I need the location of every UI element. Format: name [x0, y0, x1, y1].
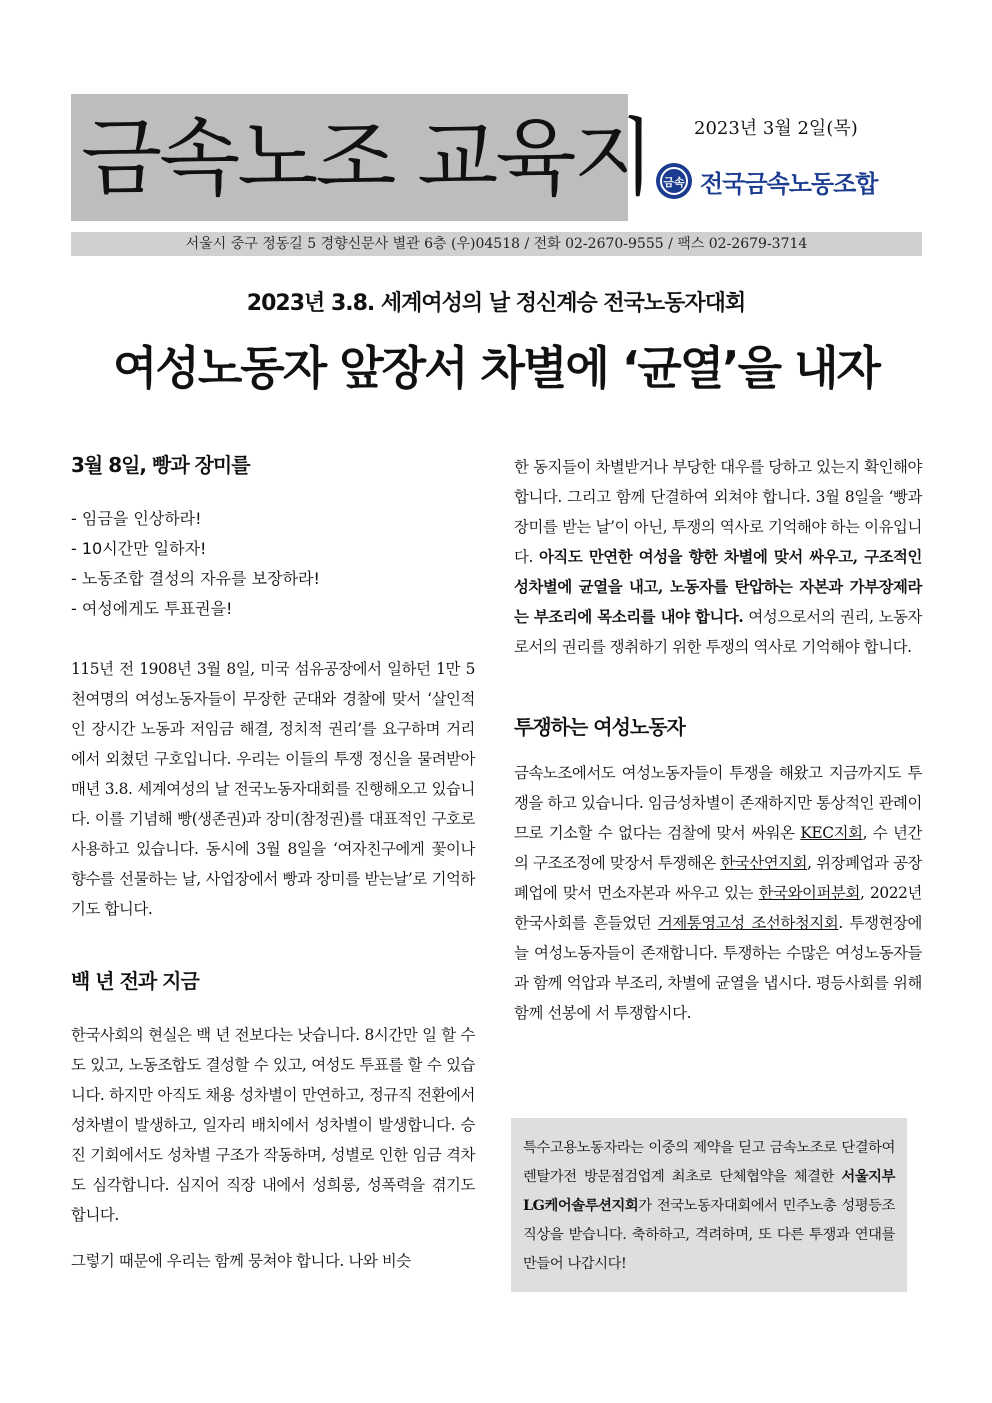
unity-paragraph: 그렇기 때문에 우리는 함께 뭉쳐야 합니다. 나와 비슷 [71, 1252, 411, 1270]
continuation-paragraph [514, 452, 922, 662]
branch-sanyeon: 한국산연지회 [720, 854, 808, 872]
struggle-text: , 2022년 한국사회를 흔들었던 [514, 884, 922, 932]
struggle-paragraph [514, 758, 922, 1028]
branch-kec: KEC지회 [800, 824, 863, 842]
notice-text-end: 가 전국노동자대회에서 민주노총 성평등조직상을 받습니다. 축하하고, 격려하며, 또 다른 투쟁과 연대를 만들어 나갑시다! [523, 1198, 895, 1272]
award-notice-box [511, 1118, 907, 1292]
continuation-text: 한 동지들이 차별받거나 부당한 대우를 당하고 있는지 확인해야 합니다. 그리고 함께 단결하여 외쳐야 합니다. 3월 8일을 ‘빵과 장미를 받는 날’이 아닌, 투쟁의 역사로 기억해야 하는 이유입니다. [514, 458, 922, 566]
slogan-item: - 10시간만 일하자! [71, 539, 207, 558]
org-branding [654, 160, 877, 202]
branch-wiper: 한국와이퍼분회 [758, 884, 860, 902]
emphasis-text: 아직도 만연한 여성을 향한 차별에 맞서 싸우고, 구조적인 성차별에 균열을 내고, 노동자를 탄압하는 자본과 가부장제라는 부조리에 목소리를 내야 합니다. [514, 548, 922, 626]
notice-text: 특수고용노동자라는 이중의 제약을 딛고 금속노조로 단결하여 렌탈가전 방문점검업계 최초로 단체협약을 체결한 [523, 1140, 895, 1185]
notice-branch-name: 서울지부 LG케어솔루션지회 [523, 1169, 895, 1214]
left-column [71, 450, 475, 1276]
struggle-text: , 위장폐업과 공장폐업에 맞서 먼소자본과 싸우고 있는 [514, 854, 923, 902]
slogan-item: - 임금을 인상하라! [71, 509, 202, 528]
right-column [514, 452, 922, 1028]
section-title-fighting-women: 투쟁하는 여성노동자 [514, 715, 685, 739]
headline: 여성노동자 앞장서 차별에 ‘균열’을 내자 [113, 341, 879, 395]
slogan-item: - 노동조합 결성의 자유를 보장하라! [71, 569, 320, 588]
address-bar: 서울시 중구 정동길 5 경향신문사 별관 6층 (우)04518 / 전화 02-2670-9555 / 팩스 02-2679-3714 [71, 232, 922, 256]
continuation-end-text: 여성으로서의 권리, 노동자로서의 권리를 쟁취하기 위한 투쟁의 역사로 기억해야 합니다. [514, 608, 922, 656]
masthead-banner [71, 94, 652, 221]
struggle-text: . 투쟁현장에 늘 여성노동자들이 존재합니다. 투쟁하는 수많은 여성노동자들과 함께 억압과 부조리, 차별에 균열을 냅시다. 평등사회를 위해 함께 선봉에 서 투쟁합시다. [514, 914, 922, 1022]
slogan-item: - 여성에게도 투표권을! [71, 599, 233, 618]
issue-date: 2023년 3월 2일(목) [694, 118, 858, 139]
branch-shipyard: 거제통영고성 조선하청지회 [657, 914, 839, 932]
union-logo-icon [654, 161, 694, 201]
slogan-list [71, 504, 475, 624]
union-logo-text: 금속 [663, 176, 685, 189]
section-title-then-and-now: 백 년 전과 지금 [71, 969, 199, 993]
subheadline: 2023년 3.8. 세계여성의 날 정신계승 전국노동자대회 [246, 291, 746, 316]
present-paragraph: 한국사회의 현실은 백 년 전보다는 낫습니다. 8시간만 일 할 수도 있고, 노동조합도 결성할 수 있고, 여성도 투표를 할 수 있습니다. 하지만 아직도 채용 성차별이 만연하고, 정규직 전환에서 성차별이 발생하고, 일자리 배치에서 성차별이 발생합니다. 승진 기회에서도 성차별 구조가 작동하며, 성별로 인한 임금 격차도 심각합니다. 심지어 직장 내에서 성희롱, 성폭력을 겪기도 합니다. [71, 1026, 475, 1224]
struggle-text: , 수 년간의 구조조정에 맞장서 투쟁해온 [514, 824, 922, 872]
struggle-text: 금속노조에서도 여성노동자들이 투쟁을 해왔고 지금까지도 투쟁을 하고 있습니다. 임금성차별이 존재하지만 통상적인 관례이므로 기소할 수 없다는 검찰에 맞서 싸워온 [514, 764, 922, 842]
section-title-bread-and-roses: 3월 8일, 빵과 장미를 [71, 453, 250, 477]
org-name: 전국금속노동조합 [700, 169, 878, 198]
newsletter-title: 금속노조 교육지 [81, 109, 652, 207]
history-paragraph: 115년 전 1908년 3월 8일, 미국 섬유공장에서 일하던 1만 5천여명의 여성노동자들이 무장한 군대와 경찰에 맞서 ‘살인적인 장시간 노동과 저임금 해결, 정치적 권리’를 요구하며 거리에서 외쳤던 구호입니다. 우리는 이들의 투쟁 정신을 물려받아 매년 3.8. 세계여성의 날 전국노동자대회를 진행해오고 있습니다. 이를 기념해 빵(생존권)과 장미(참정권)를 대표적인 구호로 사용하고 있습니다. 동시에 3월 8일을 ‘여자친구에게 꽃이나 향수를 선물하는 날, 사업장에서 빵과 장미를 받는날’로 기억하기도 합니다. [71, 660, 475, 918]
